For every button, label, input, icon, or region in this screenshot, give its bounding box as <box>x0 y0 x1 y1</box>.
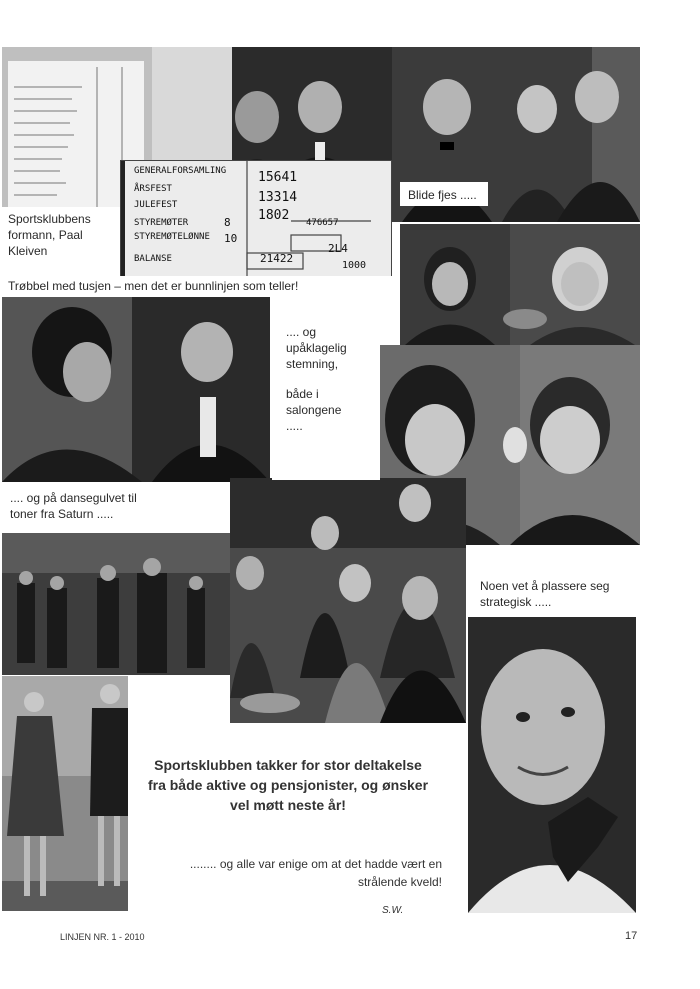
caption-line: strategisk ..... <box>480 595 552 609</box>
whiteboard-extra-value: 1000 <box>342 260 367 271</box>
caption-line: stemning, <box>286 357 339 371</box>
whiteboard-extra-value: 2L4 <box>328 242 348 255</box>
enige-line: ........ og alle var enige om at det hadde vært en <box>189 857 442 871</box>
thanks-line: Sportsklubben takker for stor deltakelse <box>154 757 422 773</box>
whiteboard-row-value: 13314 <box>258 190 298 205</box>
publication-label: LINJEN NR. 1 - 2010 <box>60 932 145 942</box>
caption-formann <box>2 207 118 270</box>
photo-ballroom-dancing <box>2 533 230 675</box>
whiteboard-table <box>128 166 386 272</box>
caption-blide-fjes <box>400 182 488 206</box>
caption-line: upåklagelig <box>286 341 347 355</box>
caption-line: ..... <box>286 419 303 433</box>
page-number: 17 <box>625 930 638 942</box>
thanks-line: vel møtt neste år! <box>230 797 346 813</box>
caption-line: Noen vet å plassere seg <box>480 579 610 593</box>
caption-line: Blide fjes ..... <box>408 188 477 202</box>
whiteboard-row-label: STYREMØTER <box>134 218 189 228</box>
caption-line: Sportsklubbens <box>8 212 91 226</box>
whiteboard-row-value: 10 <box>224 232 238 245</box>
photo-two-women-dresses <box>2 676 128 911</box>
caption-line: .... og på dansegulvet til <box>10 491 137 505</box>
whiteboard-row-label: ÅRSFEST <box>134 184 172 194</box>
enige-message <box>190 855 442 891</box>
whiteboard-row-label: STYREMØTELØNNE <box>134 232 210 242</box>
enige-line: strålende kveld! <box>357 875 442 889</box>
closing-text-panel <box>128 725 448 915</box>
whiteboard-row-value: 8 <box>224 216 231 229</box>
caption-line: toner fra Saturn ..... <box>10 507 114 521</box>
caption-line: .... og <box>286 325 317 339</box>
photo-men-at-board <box>152 47 392 177</box>
photo-party-guests <box>230 478 466 723</box>
caption-line: salongene <box>286 403 342 417</box>
caption-line: formann, Paal <box>8 228 83 242</box>
caption-trobbel <box>2 276 400 297</box>
whiteboard-row-value: 21422 <box>260 252 294 265</box>
caption-line: Trøbbel med tusjen – men det er bunnlinjen som teller! <box>8 279 299 293</box>
whiteboard-row-label: JULEFEST <box>134 200 178 210</box>
thanks-line: fra både aktive og pensjonister, og ønsker <box>147 777 429 793</box>
whiteboard-row-label: GENERALFORSAMLING <box>134 166 227 176</box>
whiteboard-row-value: 1802 <box>258 208 290 223</box>
photo-man-bowtie <box>468 617 636 913</box>
caption-strategisk <box>470 573 636 616</box>
whiteboard-extra-value: 476657 <box>306 218 339 228</box>
caption-line: både i <box>286 387 319 401</box>
thanks-message <box>128 755 448 815</box>
caption-line: Kleiven <box>8 244 48 258</box>
whiteboard-row-label: BALANSE <box>134 254 172 264</box>
caption-dansegulvet <box>2 484 185 532</box>
whiteboard-row-value: 15641 <box>258 170 298 185</box>
photo-couple-talking <box>2 297 270 482</box>
caption-upaklagelig <box>272 320 380 480</box>
signature: S.W. <box>382 905 404 916</box>
caption-line <box>286 372 366 386</box>
photo-two-women <box>400 224 640 345</box>
